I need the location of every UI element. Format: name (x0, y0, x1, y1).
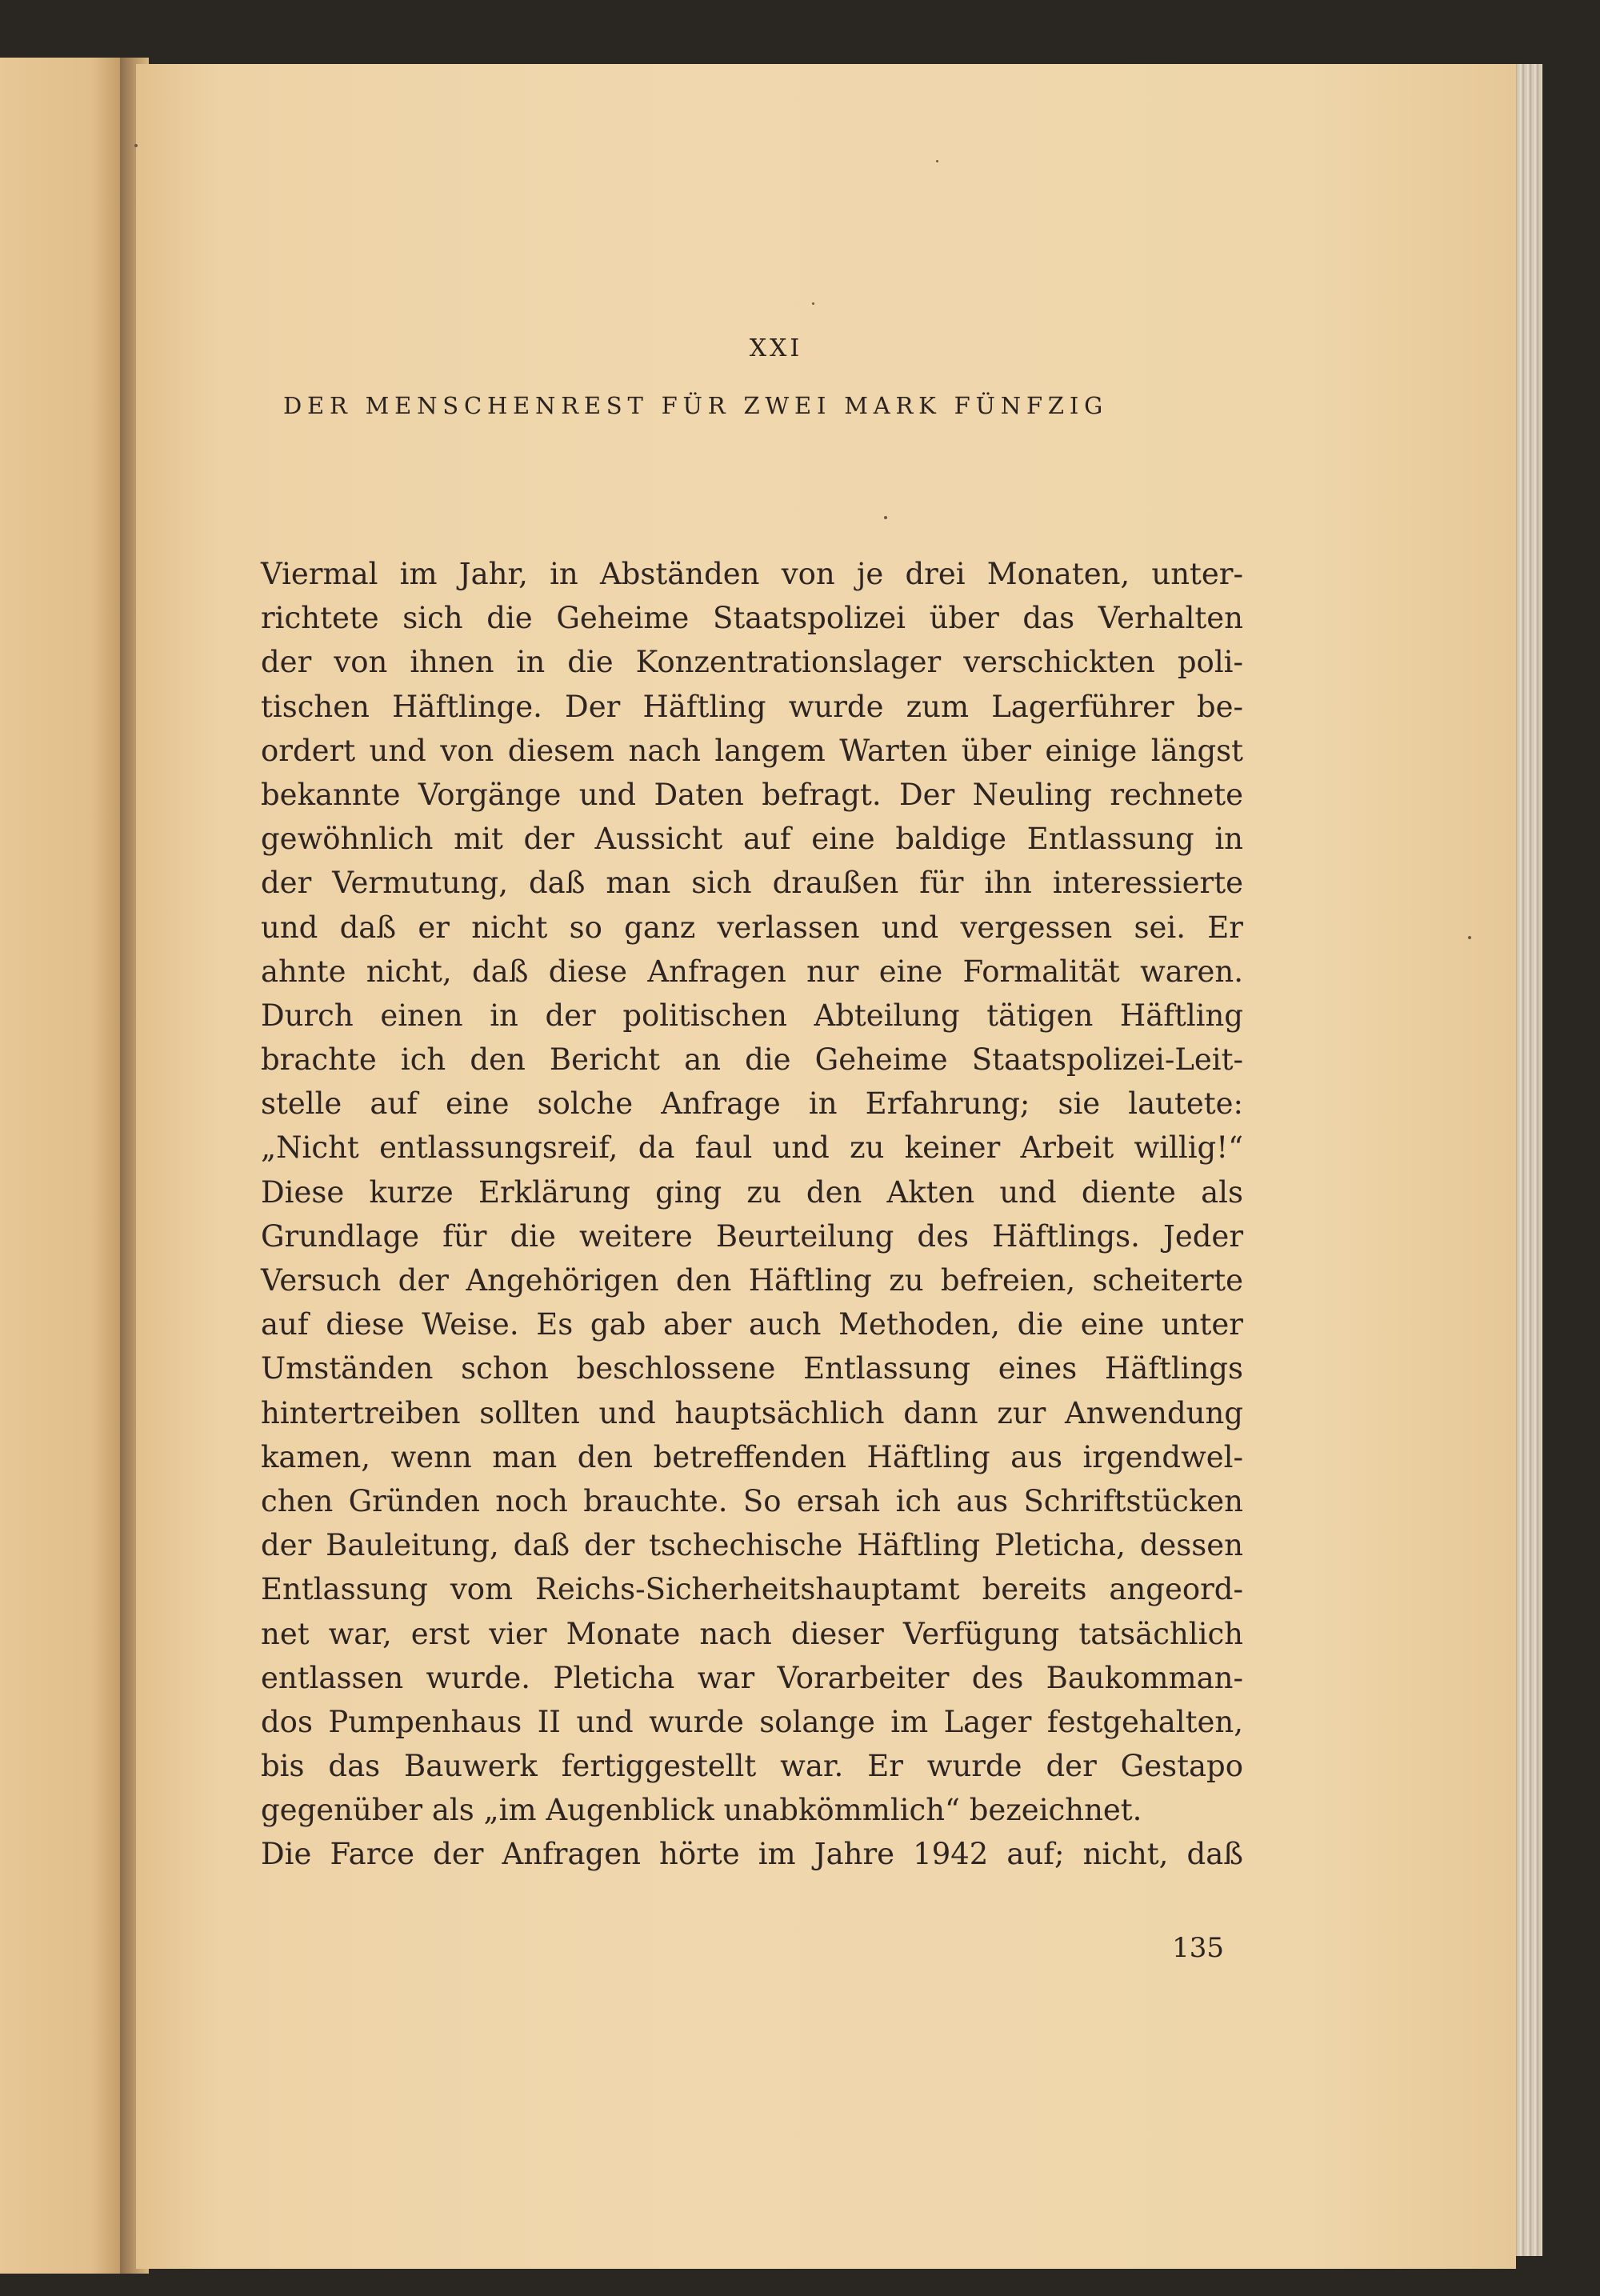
text-line: der Bauleitung, daß der tschechische Häftling Pleticha, dessen (261, 1528, 1243, 1563)
text-line: gewöhnlich mit der Aussicht auf eine baldige Entlassung in (261, 822, 1243, 857)
text-line: und daß er nicht so ganz verlassen und vergessen sei. Er (261, 910, 1243, 945)
text-line: brachte ich den Bericht an die Geheime Staatspolizei-Leit- (261, 1042, 1243, 1078)
text-line: stelle auf eine solche Anfrage in Erfahrung; sie lautete: (261, 1086, 1243, 1122)
paper-speck (936, 160, 938, 162)
text-line: dos Pumpenhaus II und wurde solange im Lager festgehalten, (261, 1704, 1243, 1739)
text-line: der Vermutung, daß man sich draußen für ihn interessierte (261, 866, 1243, 901)
text-line: tischen Häftlinge. Der Häftling wurde zum Lagerführer be- (261, 689, 1243, 724)
page-number: 135 (1172, 1932, 1224, 1964)
text-line: hintertreiben sollten und hauptsächlich dann zur Anwendung (261, 1395, 1243, 1430)
paper-speck (884, 516, 887, 519)
paper-speck (134, 144, 138, 147)
text-line: „Nicht entlassungsreif, da faul und zu keiner Arbeit willig!“ (261, 1130, 1243, 1166)
text-line: Versuch der Angehörigen den Häftling zu befreien, scheiterte (261, 1263, 1243, 1298)
text-line: bis das Bauwerk fertiggestellt war. Er wurde der Gestapo (261, 1749, 1243, 1784)
text-line: bekannte Vorgänge und Daten befragt. Der Neuling rechnete (261, 777, 1243, 812)
paper-speck (1468, 936, 1471, 939)
body-text (261, 552, 1243, 1877)
text-line: entlassen wurde. Pleticha war Vorarbeiter des Baukomman- (261, 1660, 1243, 1695)
text-line: Umständen schon beschlossene Entlassung eines Häftlings (261, 1351, 1243, 1386)
text-line: der von ihnen in die Konzentrationslager verschickten poli- (261, 645, 1243, 680)
text-line: gegenüber als „im Augenblick unabkömmlich“ bezeichnet. (261, 1793, 1142, 1828)
text-line: chen Gründen noch brauchte. So ersah ich aus Schriftstücken (261, 1483, 1243, 1518)
chapter-number: XXI (749, 334, 803, 362)
text-line: Viermal im Jahr, in Abständen von je drei Monaten, unter- (261, 557, 1243, 591)
text-line: kamen, wenn man den betreffenden Häftling aus irgendwel- (261, 1439, 1243, 1474)
left-page-edge (0, 58, 130, 2274)
text-line: richtete sich die Geheime Staatspolizei über das Verhalten (261, 601, 1243, 636)
text-line: auf diese Weise. Es gab aber auch Methoden, die eine unter (261, 1307, 1243, 1342)
text-line: Diese kurze Erklärung ging zu den Akten und diente als (261, 1174, 1243, 1210)
text-line: Grundlage für die weitere Beurteilung des Häftlings. Jeder (261, 1218, 1243, 1254)
paper-speck (812, 302, 814, 305)
chapter-title: DER MENSCHENREST FÜR ZWEI MARK FÜNFZIG (283, 392, 1109, 419)
text-line: ahnte nicht, daß diese Anfragen nur eine Formalität waren. (261, 954, 1243, 989)
text-line: Entlassung vom Reichs-Sicherheitshauptamt bereits angeord- (261, 1572, 1243, 1607)
text-line: Die Farce der Anfragen hörte im Jahre 1942 auf; nicht, daß (261, 1837, 1243, 1872)
text-line: Durch einen in der politischen Abteilung tätigen Häftling (261, 998, 1243, 1033)
text-line: ordert und von diesem nach langem Warten über einige längst (261, 733, 1243, 768)
text-line: net war, erst vier Monate nach dieser Verfügung tatsächlich (261, 1616, 1243, 1651)
